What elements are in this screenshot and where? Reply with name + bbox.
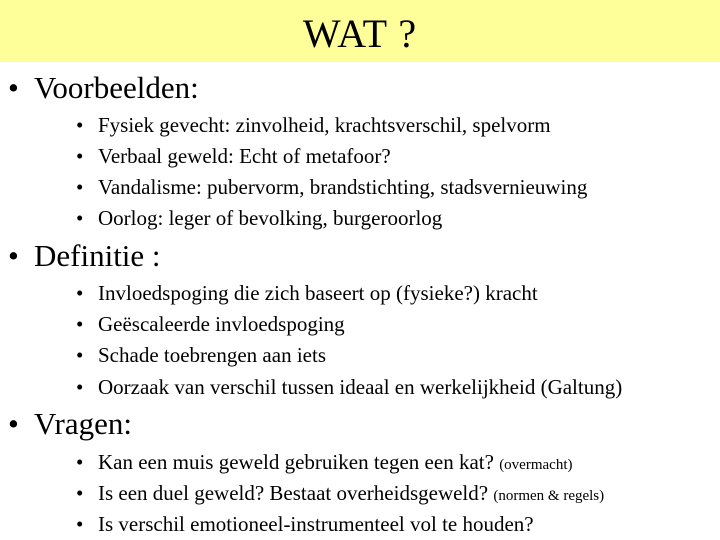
section-heading-label: Voorbeelden: [34,70,199,105]
bullet-icon: • [8,238,19,273]
list-item-note: (normen & regels) [493,488,605,504]
list-item-text: Oorzaak van verschil tussen ideaal en werkelijkheid (Galtung) [98,375,623,399]
list-item [76,374,622,400]
bullet-icon: • [76,450,84,474]
list-item-text: Oorlog: leger of bevolking, burgeroorlog [98,206,443,230]
list-item [76,311,345,337]
bullet-icon: • [76,144,84,168]
list-item-text: Verbaal geweld: Echt of metafoor? [98,144,391,168]
list-item [76,112,551,138]
bullet-icon: • [76,113,84,137]
list-item [76,205,442,231]
list-item-text: Is een duel geweld? Bestaat overheidsgeweld? [98,481,489,505]
list-item [76,143,391,169]
bullet-icon: • [76,512,84,536]
bullet-icon: • [76,481,84,505]
slide-title: WAT ? [302,11,418,56]
bullet-icon: • [76,312,84,336]
list-item [76,280,538,306]
bullet-icon: • [76,375,84,399]
section-heading-label: Definitie : [34,238,161,273]
section-heading-vragen [8,406,132,442]
list-item-text: Is verschil emotioneel-instrumenteel vol te houden? [98,512,534,536]
bullet-icon: • [8,406,19,441]
list-item-text: Invloedspoging die zich baseert op (fysieke?) kracht [98,281,538,305]
list-item [76,174,587,200]
list-item [76,342,326,368]
list-item-note: (overmacht) [499,457,573,473]
list-item [76,511,534,537]
bullet-icon: • [76,175,84,199]
list-item-text: Geëscaleerde invloedspoging [98,312,345,336]
bullet-icon: • [76,281,84,305]
list-item-text: Kan een muis geweld gebruiken tegen een kat? [98,450,494,474]
list-item-text: Fysiek gevecht: zinvolheid, krachtsverschil, spelvorm [98,113,551,137]
bullet-icon: • [76,343,84,367]
section-heading-label: Vragen: [34,406,132,441]
list-item [76,449,572,478]
list-item [76,480,604,509]
list-item-text: Schade toebrengen aan iets [98,343,326,367]
bullet-icon: • [76,206,84,230]
section-heading-voorbeelden [8,70,199,106]
bullet-icon: • [8,70,19,105]
list-item-text: Vandalisme: pubervorm, brandstichting, stadsvernieuwing [98,175,588,199]
section-heading-definitie [8,238,161,274]
